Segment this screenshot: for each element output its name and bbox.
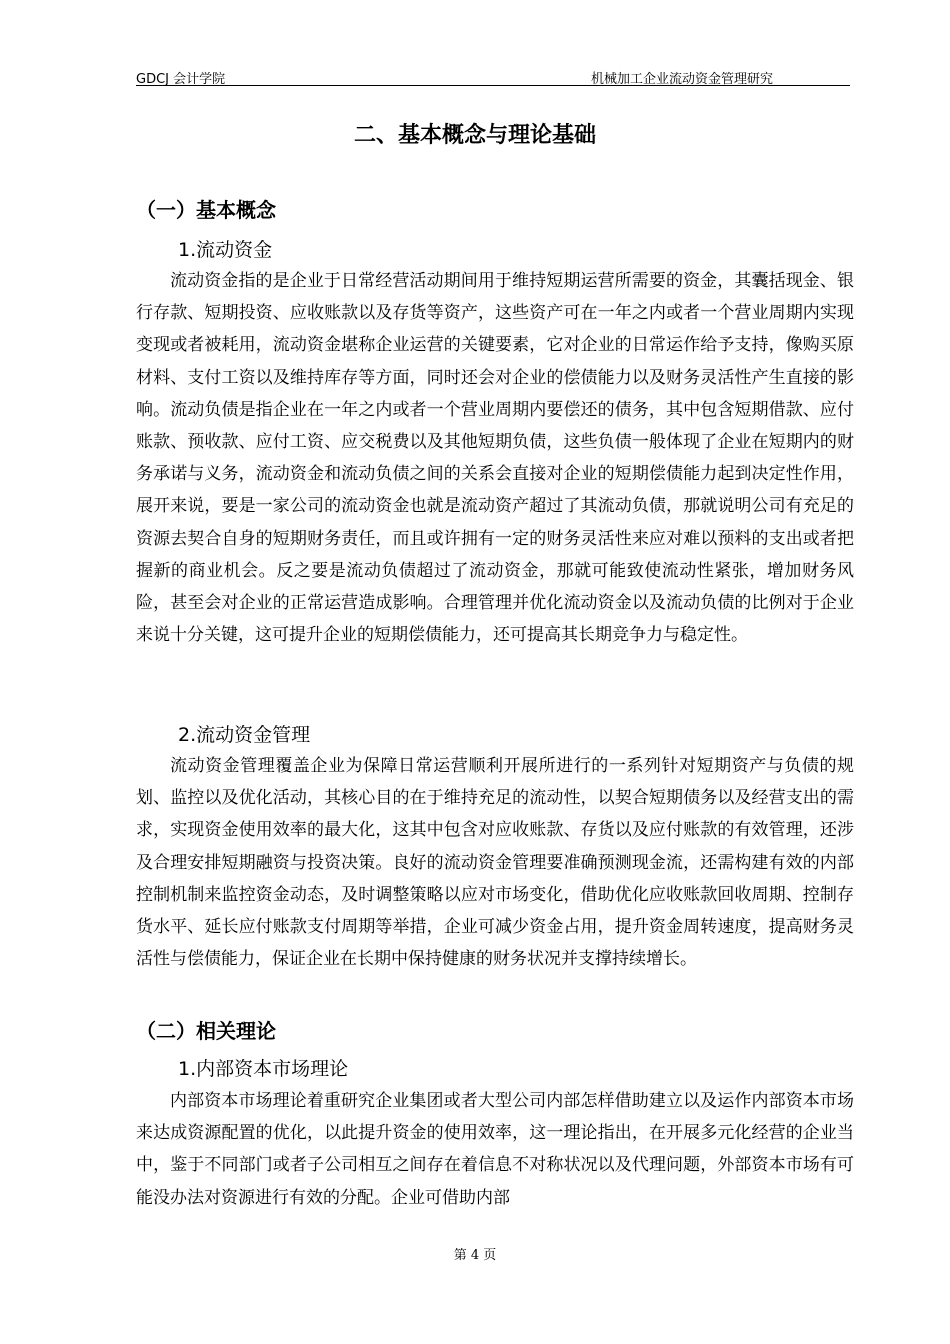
chapter-title: 二、基本概念与理论基础 <box>353 123 596 148</box>
subsection-heading-working-capital: 1.流动资金 <box>178 239 273 261</box>
paragraph-working-capital: 流动资金指的是企业于日常经营活动期间用于维持短期运营所需要的资金，其囊括现金、银行存款、短期投资、应收账款以及存货等资产，这些资产可在一年之内或者一个营业周期内实现变现或者被耗用，流动资金堪称企业运营的关键要素，它对企业的日常运作给予支持，像购买原材料、支付工资以及维持库存等方面，同时还会对企业的偿债能力以及财务灵活性产生直接的影响。流动负债是指企业在一年之内或者一个营业周期内要偿还的债务，其中包含短期借款、应付账款、预收款、应付工资、应交税费以及其他短期负债，这些负债一般体现了企业在短期内的财务承诺与义务，流动资金和流动负债之间的关系会直接对企业的短期偿债能力起到决定性作用，展开来说，要是一家公司的流动资金也就是流动资产超过了其流动负债，那就说明公司有充足的资源去契合自身的短期财务责任，而且或许拥有一定的财务灵活性来应对难以预料的支出或者把握新的商业机会。反之要是流动负债超过了流动资金，那就可能致使流动性紧张，增加财务风险，甚至会对企业的正常运营造成影响。合理管理并优化流动资金以及流动负债的比例对于企业来说十分关键，这可提升企业的短期偿债能力，还可提高其长期竞争力与稳定性。 <box>136 271 854 646</box>
header-thesis-title: 机械加工企业流动资金管理研究 <box>591 72 774 87</box>
paragraph-working-capital-management: 流动资金管理覆盖企业为保障日常运营顺利开展所进行的一系列针对短期资产与负债的规划、监控以及优化活动，其核心目的在于维持充足的流动性，以契合短期债务以及经营支出的需求，实现资金使用效率的最大化，这其中包含对应收账款、存货以及应付账款的有效管理，还涉及合理安排短期融资与投资决策。良好的流动资金管理要准确预测现金流，还需构建有效的内部控制机制来监控资金动态，及时调整策略以应对市场变化，借助优化应收账款回收周期、控制存货水平、延长应付账款支付周期等举措，企业可减少资金占用，提升资金周转速度，提高财务灵活性与偿债能力，保证企业在长期中保持健康的财务状况并支撑持续增长。 <box>136 756 854 970</box>
header-institution: GDCJ 会计学院 <box>136 72 226 87</box>
section-heading-basic-concepts: （一）基本概念 <box>136 198 276 222</box>
section-heading-related-theories: （二）相关理论 <box>136 1019 276 1043</box>
page-header <box>136 66 850 86</box>
page-number: 第 4 页 <box>453 1248 497 1263</box>
subsection-heading-working-capital-management: 2.流动资金管理 <box>178 724 311 746</box>
paragraph-internal-capital-market: 内部资本市场理论着重研究企业集团或者大型公司内部怎样借助建立以及运作内部资本市场来达成资源配置的优化，以此提升资金的使用效率，这一理论指出，在开展多元化经营的企业当中，鉴于不同部门或者子公司相互之间存在着信息不对称状况以及代理问题，外部资本市场有可能没办法对资源进行有效的分配。企业可借助内部 <box>136 1091 854 1208</box>
subsection-heading-internal-capital-market: 1.内部资本市场理论 <box>178 1058 349 1080</box>
